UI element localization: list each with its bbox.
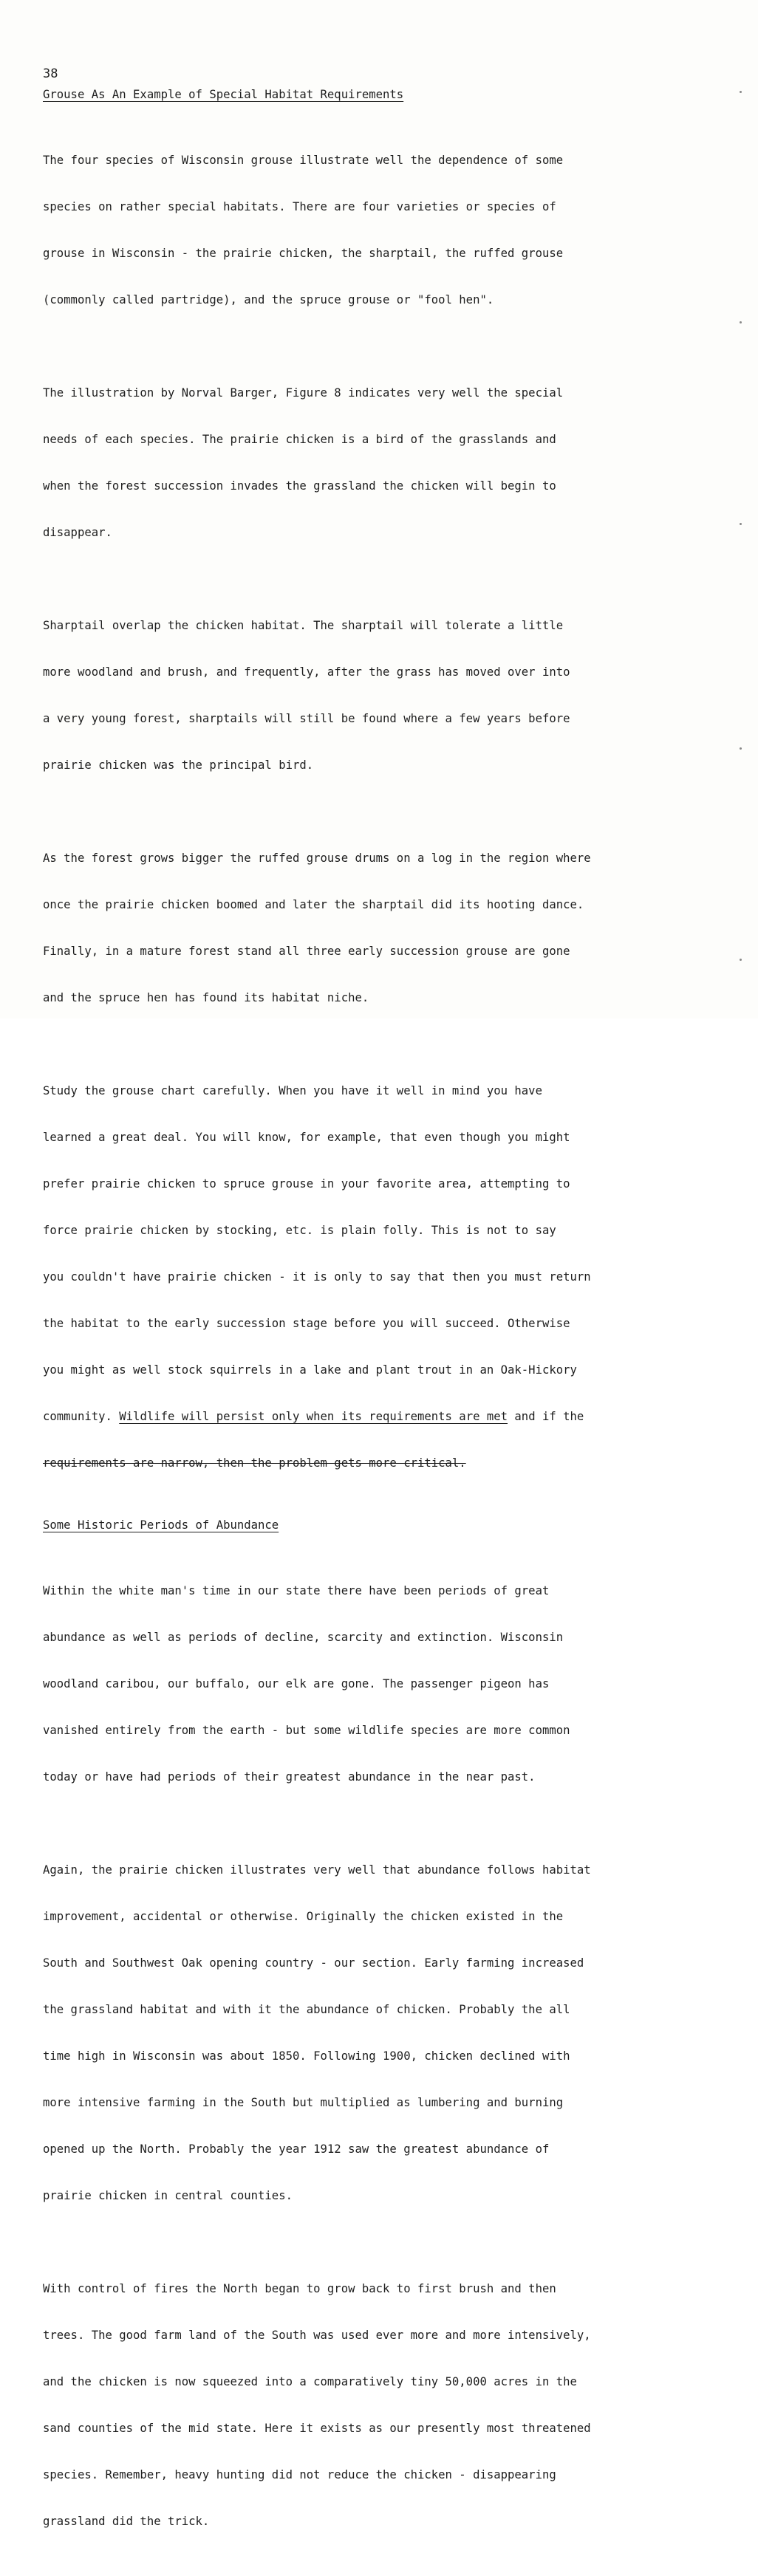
text-line: The illustration by Norval Barger, Figure 8 indicates very well the special bbox=[43, 386, 564, 400]
text-line bbox=[43, 1456, 671, 1471]
text-line: grouse in Wisconsin - the prairie chicken, the sharptail, the ruffed grouse bbox=[43, 247, 564, 260]
text-line: The four species of Wisconsin grouse illustrate well the dependence of some bbox=[43, 154, 564, 167]
text-line: disappear. bbox=[43, 526, 112, 539]
paragraph bbox=[43, 820, 671, 1037]
text-line: once the prairie chicken boomed and later the sharptail did its hooting dance. bbox=[43, 898, 584, 911]
text-line: and the chicken is now squeezed into a comparatively tiny 50,000 acres in the bbox=[43, 2375, 577, 2388]
text-line: time high in Wisconsin was about 1850. Following 1900, chicken declined with bbox=[43, 2049, 570, 2063]
text-line: more intensive farming in the South but multiplied as lumbering and burning bbox=[43, 2096, 564, 2109]
text-line: species on rather special habitats. There are four varieties or species of bbox=[43, 200, 556, 213]
text-line: South and Southwest Oak opening country - our section. Early farming increased bbox=[43, 1956, 584, 1970]
text-line bbox=[43, 1409, 671, 1425]
paragraph bbox=[43, 2250, 671, 2560]
paragraph bbox=[43, 587, 671, 804]
text-line: needs of each species. The prairie chicken is a bird of the grasslands and bbox=[43, 433, 556, 446]
page-content bbox=[43, 66, 671, 2576]
margin-mark bbox=[740, 321, 742, 323]
text-line: more woodland and brush, and frequently, after the grass has moved over into bbox=[43, 665, 570, 679]
text-fragment: and if the bbox=[508, 1410, 584, 1423]
text-line: a very young forest, sharptails will still be found where a few years before bbox=[43, 712, 570, 725]
margin-mark bbox=[740, 91, 742, 93]
struck-text: requirements are narrow, then the problem gets more critical. bbox=[43, 1456, 466, 1470]
text-line: prefer prairie chicken to spruce grouse in your favorite area, attempting to bbox=[43, 1177, 570, 1191]
text-line: Finally, in a mature forest stand all three early succession grouse are gone bbox=[43, 945, 570, 958]
text-line: opened up the North. Probably the year 1912 saw the greatest abundance of bbox=[43, 2142, 550, 2156]
section-heading: Grouse As An Example of Special Habitat Requirements bbox=[43, 88, 404, 101]
text-line: grassland did the trick. bbox=[43, 2515, 210, 2528]
text-line: you might as well stock squirrels in a lake and plant trout in an Oak-Hickory bbox=[43, 1363, 577, 1377]
section-heading: Some Historic Periods of Abundance bbox=[43, 1518, 279, 1532]
text-line: Within the white man's time in our state there have been periods of great bbox=[43, 1584, 550, 1597]
text-line: and the spruce hen has found its habitat niche. bbox=[43, 991, 369, 1004]
text-line: today or have had periods of their greatest abundance in the near past. bbox=[43, 1770, 536, 1784]
text-line: learned a great deal. You will know, for example, that even though you might bbox=[43, 1131, 570, 1144]
section-grouse bbox=[43, 87, 671, 1502]
paragraph bbox=[43, 1832, 671, 2235]
underlined-text: Wildlife will persist only when its requirements are met bbox=[119, 1410, 508, 1423]
text-line: woodland caribou, our buffalo, our elk are gone. The passenger pigeon has bbox=[43, 1677, 550, 1690]
paragraph-study bbox=[43, 1052, 671, 1502]
text-line: the grassland habitat and with it the abundance of chicken. Probably the all bbox=[43, 2003, 570, 2016]
margin-mark bbox=[740, 959, 742, 961]
text-line: Study the grouse chart carefully. When you have it well in mind you have bbox=[43, 1084, 542, 1097]
text-line: prairie chicken was the principal bird. bbox=[43, 758, 314, 772]
margin-mark bbox=[740, 523, 742, 525]
text-line: As the forest grows bigger the ruffed grouse drums on a log in the region where bbox=[43, 852, 591, 865]
text-line: abundance as well as periods of decline, scarcity and extinction. Wisconsin bbox=[43, 1631, 564, 1644]
text-line: the habitat to the early succession stage before you will succeed. Otherwise bbox=[43, 1317, 570, 1330]
text-line: Sharptail overlap the chicken habitat. The sharptail will tolerate a little bbox=[43, 619, 564, 632]
section-historic-periods bbox=[43, 1518, 671, 2560]
text-line: Again, the prairie chicken illustrates very well that abundance follows habitat bbox=[43, 1863, 591, 1877]
paragraph bbox=[43, 354, 671, 572]
text-line: species. Remember, heavy hunting did not reduce the chicken - disappearing bbox=[43, 2468, 556, 2481]
margin-mark bbox=[740, 747, 742, 750]
text-line: when the forest succession invades the grassland the chicken will begin to bbox=[43, 479, 556, 493]
text-fragment: community. bbox=[43, 1410, 120, 1423]
text-line: vanished entirely from the earth - but some wildlife species are more common bbox=[43, 1724, 570, 1737]
text-line: force prairie chicken by stocking, etc. is plain folly. This is not to say bbox=[43, 1224, 556, 1237]
text-line: prairie chicken in central counties. bbox=[43, 2189, 293, 2202]
page-number: 38 bbox=[43, 66, 58, 81]
text-line: you couldn't have prairie chicken - it is only to say that then you must return bbox=[43, 1270, 591, 1284]
text-line: improvement, accidental or otherwise. Originally the chicken existed in the bbox=[43, 1910, 564, 1923]
text-line: sand counties of the mid state. Here it exists as our presently most threatened bbox=[43, 2422, 591, 2435]
paragraph bbox=[43, 1552, 671, 1816]
text-line: (commonly called partridge), and the spruce grouse or "fool hen". bbox=[43, 293, 494, 306]
text-line: trees. The good farm land of the South was used ever more and more intensively, bbox=[43, 2329, 591, 2342]
paragraph bbox=[43, 122, 671, 339]
text-line: With control of fires the North began to grow back to first brush and then bbox=[43, 2282, 556, 2295]
